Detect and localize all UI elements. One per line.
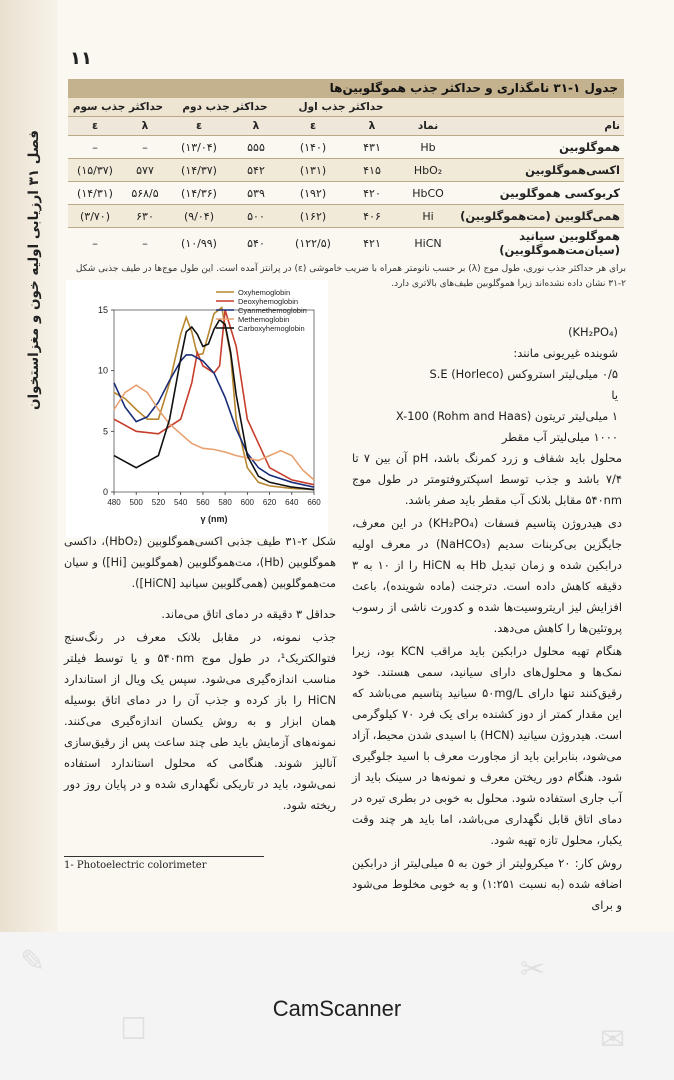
paragraph: هنگام تهیه محلول درابکین باید مراقب KCN بود، زیرا نمک‌ها و محلول‌های دارای سیانید، سمی هستند. خود رقیق‌کنند تنها دارای ۵۰mg/L سیانید پتاسیم می‌باشد که این مقدار کمتر از دوز کشنده برای یک فرد ۷۰ کیلوگرمی است. هیدروژن سیانید (HCN) با اسیدی شدن محیط، آزاد می‌شود، بنابراین باید از مجاورت معرف با اسید جلوگیری شود. هنگام دور ریختن معرف و نمونه‌ها در سینک باید از آب جاری استفاده شود. محلول به خوبی در بطری تیره در دمای اتاق قابل نگهداری می‌باشد، اما باید هر چند وقت یکبار، محلول تازه تهیه شود. xyxy=(352,644,622,847)
x-tick-label: 500 xyxy=(129,498,143,507)
page-number: ۱۱ xyxy=(70,48,92,69)
lambda-header: λ xyxy=(230,117,282,136)
absorption-spectrum-chart xyxy=(66,280,328,538)
doodle-icon: ✂ xyxy=(520,952,546,987)
doodle-icon: ☐ xyxy=(120,1012,147,1047)
table-group-header-row xyxy=(68,98,624,117)
table-row: اکسی‌هموگلوبین HbO₂ ۴۱۵ (۱۳۱) ۵۴۲ (۱۴/۳۷) ۵۷۷ (۱۵/۳۷) xyxy=(68,159,624,182)
reagent-formula: (KH₂PO₄) xyxy=(568,325,618,339)
y-tick-label: 15 xyxy=(97,305,108,315)
x-tick-label: 620 xyxy=(262,498,277,507)
paragraph: روش کار: ۲۰ میکرولیتر از خون به ۵ میلی‌لیتر از درابکین اضافه شده (به نسبت ۱:۲۵۱) و به خوبی مخلوط می‌شود و برای xyxy=(352,856,622,912)
footnote-divider xyxy=(64,856,264,857)
scanner-app-footer xyxy=(0,932,674,1080)
table-row: هموگلوبین سیانید (سیان‌مت‌هموگلوبین) HiCN ۴۲۱ (۱۲۲/۵) ۵۴۰ (۱۰/۹۹) – – xyxy=(68,228,624,259)
x-tick-label: 640 xyxy=(285,498,299,507)
legend-label: Oxyhemoglobin xyxy=(238,288,291,297)
x-tick-label: 660 xyxy=(307,498,321,507)
table-footnote: برای هر حداکثر جذب نوری، طول موج (λ) بر حسب نانومتر همراه با ضریب خاموشی (ε) در پرانتز آمده است. این طول موج‌ها در طیف جذبی شکل ۲-۳۱ نشان داده نشده‌اند زیرا هموگلوبین طیف‌های بالاتری دارد. xyxy=(75,264,626,289)
chapter-title-text: فصل ۳۱ ارزیابی اولیه خون و مغزاستخوان xyxy=(26,130,42,410)
doodle-icon: ✉ xyxy=(600,1022,626,1057)
paragraph: حداقل ۳ دقیقه در دمای اتاق می‌ماند. xyxy=(161,607,336,621)
reagent-list xyxy=(390,322,618,448)
x-tick-label: 540 xyxy=(173,498,188,507)
paragraph: دی هیدروژن پتاسیم فسفات (KH₂PO₄) در این معرف، جایگزین بی‌کربنات سدیم (NaHCO₃) در معرف اولیه درابکین شده و زمان تبدیل Hb به HiCN را از ۱۰ به ۳ دقیقه کاهش داده است. دترجنت (ماده شوینده)، باعث افزایش لیز اریتروسیت‌ها شده و کدورت ناشی از رسوب پروتئین‌ها را کاهش می‌دهد. xyxy=(352,516,623,635)
group-header-third: حداکثر جذب سوم xyxy=(68,98,168,117)
reagent-line: ۱ میلی‌لیتر تریتون X-100 (Rohm and Haas) xyxy=(395,409,618,423)
reagent-line: یا xyxy=(611,388,618,402)
legend-label: Carboxyhemoglobin xyxy=(238,324,305,333)
y-tick-label: 0 xyxy=(102,487,108,497)
legend-label: Cyanmethemoglobin xyxy=(238,306,307,315)
y-tick-label: 5 xyxy=(102,426,108,437)
left-column-text xyxy=(64,604,336,818)
chapter-side-title xyxy=(16,110,52,430)
reagent-line: ۱۰۰۰ میلی‌لیتر آب مقطر xyxy=(501,430,618,444)
table-column-header-row xyxy=(68,117,624,136)
x-tick-label: 600 xyxy=(240,498,255,507)
lambda-header: λ xyxy=(344,117,400,136)
table-row: کربوکسی هموگلوبین HbCO ۴۲۰ (۱۹۲) ۵۳۹ (۱۴/۳۶) ۵۶۸/۵ (۱۴/۳۱) xyxy=(68,182,624,205)
figure-caption: شکل ۲-۳۱ طیف جذبی اکسی‌هموگلوبین (HbO₂)، داکسی هموگلوبین (Hb)، مت‌هموگلوبین (هموگلوبین [Hi]) و سیان مت‌هموگلوبین (همی‌گلوبین سیانید [HiCN]). xyxy=(64,535,336,590)
x-tick-label: 560 xyxy=(196,498,210,507)
table-row: همی‌گلوبین (مت‌هموگلوبین) Hi ۴۰۶ (۱۶۲) ۵۰۰ (۹/۰۴) ۶۳۰ (۳/۷۰) xyxy=(68,205,624,228)
epsilon-header: ε xyxy=(168,117,230,136)
group-header-second: حداکثر جذب دوم xyxy=(168,98,282,117)
camscanner-watermark: CamScanner xyxy=(272,996,402,1021)
x-tick-label: 480 xyxy=(107,498,121,507)
right-column-text xyxy=(352,448,622,918)
group-header-first: حداکثر جذب اول xyxy=(282,98,400,117)
reagent-line: ۰/۵ میلی‌لیتر استروکس S.E (Horleco) xyxy=(429,367,618,381)
y-tick-label: 10 xyxy=(97,365,108,376)
x-tick-label: 520 xyxy=(151,498,166,507)
paragraph: محلول باید شفاف و زرد کمرنگ باشد، pH آن بین ۷ تا ۷/۴ باشد و جذب توسط اسپکتروفتومتر در طول موج ۵۴۰nm مقابل بلانک آب مقطر باید صفر باشد. xyxy=(352,451,623,507)
legend-label: Deoxyhemoglobin xyxy=(238,297,299,306)
x-tick-label: 580 xyxy=(218,498,232,507)
reagent-line: شوینده غیریونی مانند: xyxy=(513,346,618,360)
lambda-header: λ xyxy=(122,117,168,136)
name-header: نام xyxy=(456,117,624,136)
doodle-icon: ✎ xyxy=(20,944,46,979)
epsilon-header: ε xyxy=(68,117,122,136)
legend-label: Methemoglobin xyxy=(238,315,290,324)
symbol-header: نماد xyxy=(400,117,456,136)
table-row: هموگلوبین Hb ۴۳۱ (۱۴۰) ۵۵۵ (۱۳/۰۴) – – xyxy=(68,136,624,159)
table-title: جدول ۱-۳۱ نامگذاری و حداکثر جذب هموگلوبین‌ها xyxy=(68,79,624,98)
x-axis-label: γ (nm) xyxy=(200,514,228,524)
hemoglobin-table xyxy=(68,98,624,258)
paragraph: جذب نمونه، در مقابل بلانک معرف در رنگ‌سنج فتوالکتریک¹، در طول موج ۵۴۰nm و یا توسط فیلتر مناسب اندازه‌گیری می‌شود. سپس یک ویال از استاندارد HiCN را باز کرده و جذب آن را در دمای اتاق بوسیله همان ابزار و به روش یکسان اندازه‌گیری می‌کنند. نمونه‌های آزمایش باید طی چند ساعت پس از رقیق‌سازی آنالیز شوند. هنگامی که محلول استاندارد استفاده نمی‌شود، باید در تاریکی نگهداری شده و در پایان روز دور ریخته شود. xyxy=(64,630,336,812)
footnote: 1- Photoelectric colorimeter xyxy=(64,860,207,871)
epsilon-header: ε xyxy=(282,117,344,136)
